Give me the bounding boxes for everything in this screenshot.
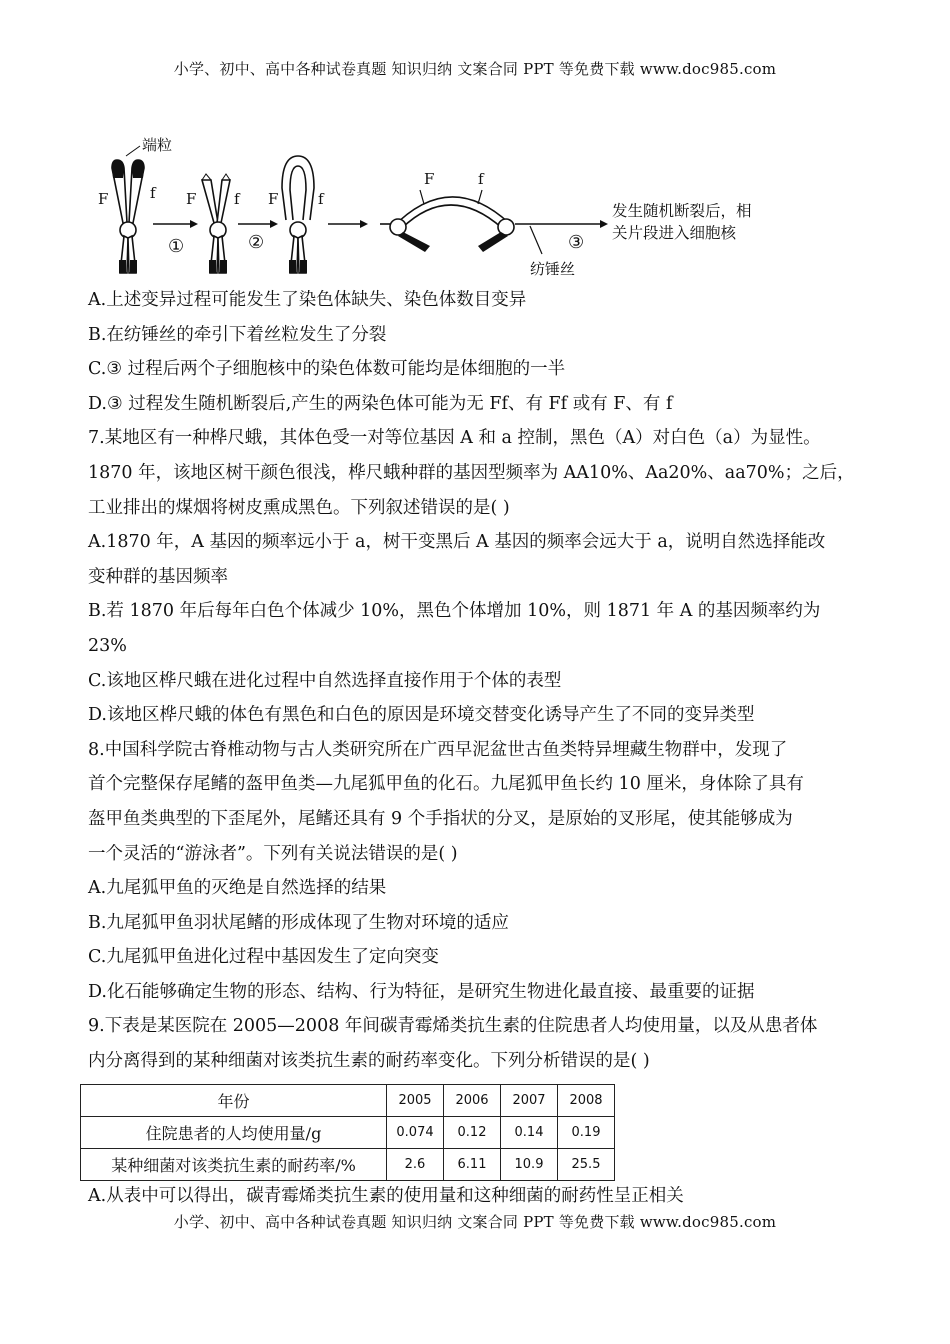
- question-8-line-2: 首个完整保存尾鳍的盔甲鱼类—九尾狐甲鱼的化石。九尾狐甲鱼长约 10 厘米，身体除了具有: [88, 774, 804, 795]
- question-7-line-2: 1870 年，该地区树干颜色很浅，桦尺蛾种群的基因型频率为 AA10%、Aa20%、aa70%；之后，: [88, 462, 855, 483]
- option-7d: D.该地区桦尺蛾的体色有黑色和白色的原因是环境交替变化诱导产生了不同的变异类型: [88, 705, 755, 726]
- table-row-usage: [81, 1117, 615, 1149]
- question-8-line-3: 盔甲鱼类典型的下歪尾外，尾鳍还具有 9 个手指状的分叉，是原始的叉形尾，使其能够成为: [88, 808, 793, 829]
- table-header-label: 年份: [81, 1085, 387, 1117]
- table-year: 2006: [444, 1085, 501, 1117]
- option-7b-line-1: B.若 1870 年后每年白色个体减少 10%，黑色个体增加 10%，则 1871 年 A 的基因频率约为: [88, 601, 821, 622]
- spindle-label: 纺锤丝: [530, 260, 576, 278]
- table-cell: 0.074: [387, 1117, 444, 1149]
- chromosome-diagram: [90, 128, 810, 278]
- table-row-label: 住院患者的人均使用量/g: [81, 1117, 387, 1149]
- page-header: 小学、初中、高中各种试卷真题 知识归纳 文案合同 PPT 等免费下载 www.doc985.com: [173, 60, 777, 78]
- question-text: [88, 283, 888, 1079]
- option-8d: D.化石能够确定生物的形态、结构、行为特征，是研究生物进化最直接、最重要的证据: [88, 981, 755, 1002]
- option-7c: C.该地区桦尺蛾在进化过程中自然选择直接作用于个体的表型: [88, 670, 562, 691]
- option-9a: A.从表中可以得出，碳青霉烯类抗生素的使用量和这种细菌的耐药性呈正相关: [88, 1186, 684, 1206]
- step-3-label: ③: [568, 232, 585, 253]
- option-8a: A.九尾狐甲鱼的灭绝是自然选择的结果: [88, 878, 387, 899]
- gene-f-3: f: [318, 190, 324, 208]
- result-line-2: 关片段进入细胞核: [612, 224, 737, 242]
- table-cell: 0.19: [558, 1117, 615, 1149]
- table-row-resistance: [81, 1149, 615, 1181]
- option-6a: A.上述变异过程可能发生了染色体缺失、染色体数目变异: [88, 290, 527, 310]
- question-7-line-1: 7.某地区有一种桦尺蛾，其体色受一对等位基因 A 和 a 控制，黑色（A）对白色（a）为显性。: [88, 428, 821, 449]
- table-year: 2008: [558, 1085, 615, 1117]
- gene-F-2: F: [186, 190, 197, 208]
- chromosome-3: [282, 156, 314, 220]
- option-7b-line-2: 23%: [88, 635, 127, 656]
- gene-F-1: F: [98, 190, 109, 208]
- chromosome-2: [202, 180, 230, 273]
- question-7-line-3: 工业排出的煤烟将树皮熏成黑色。下列叙述错误的是( ): [88, 497, 510, 518]
- option-7a-line-1: A.1870 年，A 基因的频率远小于 a，树干变黑后 A 基因的频率会远大于 a，说明自然选择能改: [88, 532, 826, 553]
- question-8-line-4: 一个灵活的“游泳者”。下列有关说法错误的是( ): [88, 843, 458, 864]
- result-line-1: 发生随机断裂后，相: [612, 202, 752, 220]
- table-cell: 25.5: [558, 1149, 615, 1181]
- antibiotic-table: [80, 1084, 615, 1181]
- table-row-header: [81, 1085, 615, 1117]
- step-2-label: ②: [248, 232, 265, 253]
- table-row-label: 某种细菌对该类抗生素的耐药率/%: [81, 1149, 387, 1181]
- step-1-label: ①: [168, 236, 185, 257]
- option-7a-line-2: 变种群的基因频率: [88, 566, 228, 587]
- gene-F-3: F: [268, 190, 279, 208]
- page-footer: 小学、初中、高中各种试卷真题 知识归纳 文案合同 PPT 等免费下载 www.doc985.com: [173, 1213, 777, 1231]
- gene-f-bridge: f: [478, 170, 484, 188]
- table-cell: 6.11: [444, 1149, 501, 1181]
- table-cell: 0.14: [501, 1117, 558, 1149]
- option-8c: C.九尾狐甲鱼进化过程中基因发生了定向突变: [88, 947, 439, 968]
- option-8b: B.九尾狐甲鱼羽状尾鳍的形成体现了生物对环境的适应: [88, 912, 509, 933]
- option-6d: D.③ 过程发生随机断裂后,产生的两染色体可能为无 Ff、有 Ff 或有 F、有 f: [88, 393, 673, 414]
- table-cell: 2.6: [387, 1149, 444, 1181]
- table-cell: 0.12: [444, 1117, 501, 1149]
- gene-F-bridge: F: [424, 170, 435, 188]
- telomere-label: 端粒: [142, 136, 173, 154]
- table-year: 2005: [387, 1085, 444, 1117]
- option-6c: C.③ 过程后两个子细胞核中的染色体数可能均是体细胞的一半: [88, 359, 566, 380]
- table-cell: 10.9: [501, 1149, 558, 1181]
- chromosome-bridge: [380, 197, 560, 228]
- gene-f-2: f: [234, 190, 240, 208]
- question-8-line-1: 8.中国科学院古脊椎动物与古人类研究所在广西早泥盆世古鱼类特异埋藏生物群中，发现了: [88, 739, 788, 760]
- gene-f-1: f: [150, 184, 156, 202]
- question-9-line-1: 9.下表是某医院在 2005—2008 年间碳青霉烯类抗生素的住院患者人均使用量，以及从患者体: [88, 1016, 818, 1037]
- table-year: 2007: [501, 1085, 558, 1117]
- question-9-line-2: 内分离得到的某种细菌对该类抗生素的耐药率变化。下列分析错误的是( ): [88, 1051, 650, 1072]
- option-6b: B.在纺锤丝的牵引下着丝粒发生了分裂: [88, 324, 387, 345]
